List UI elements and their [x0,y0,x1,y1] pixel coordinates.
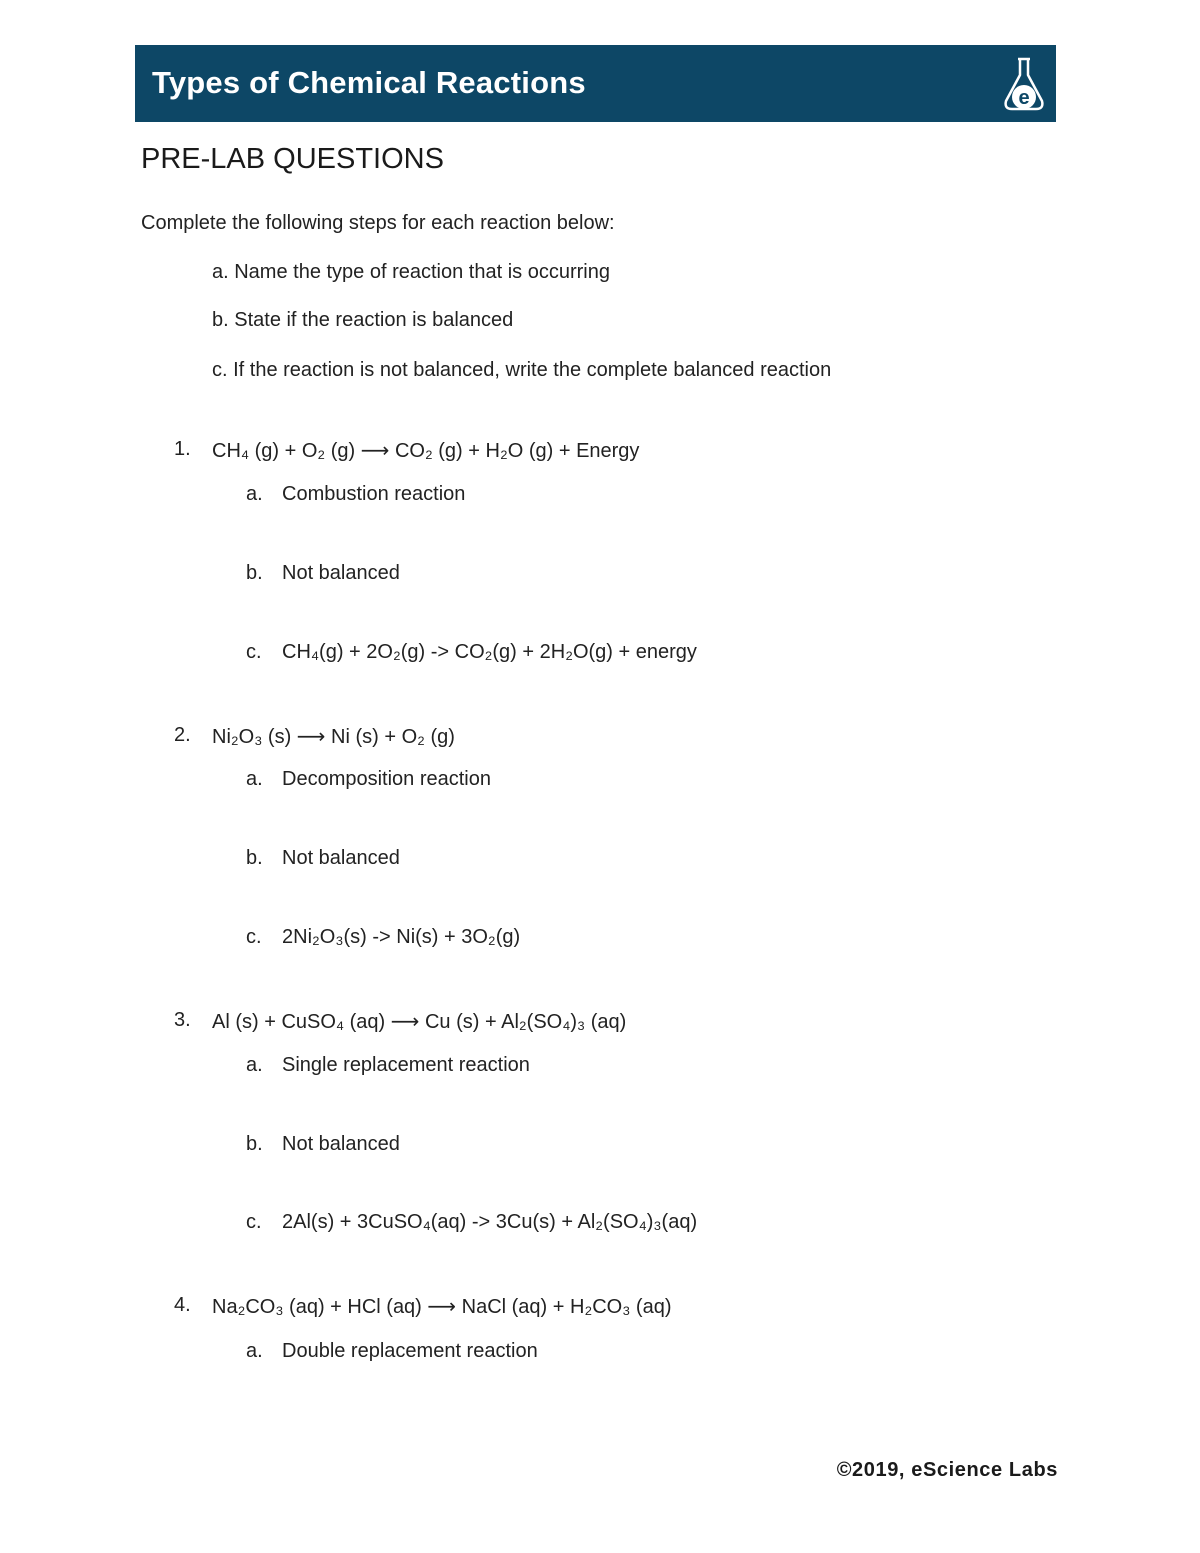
header-bar [135,45,1056,122]
instruction-step: b. State if the reaction is balanced [212,309,514,331]
answer-letter: a. [246,768,263,790]
question-equation: CH₄ (g) + O₂ (g) ⟶ CO₂ (g) + H₂O (g) + Energy [212,440,640,462]
answer-letter: a. [246,483,263,505]
document-title: Types of Chemical Reactions [152,65,586,100]
instruction-step: c. If the reaction is not balanced, write the complete balanced reaction [212,359,832,381]
svg-text:e: e [1018,87,1030,109]
answer-text: Single replacement reaction [282,1054,530,1076]
question-number: 1. [174,438,191,460]
answer-text: Double replacement reaction [282,1340,538,1362]
escience-flask-logo-icon [1000,53,1048,115]
answer-text: Not balanced [282,562,400,584]
answer-letter: a. [246,1054,263,1076]
instructions-intro: Complete the following steps for each reaction below: [141,212,615,234]
question-number: 4. [174,1294,191,1316]
answer-text: Not balanced [282,1133,400,1155]
instruction-step: a. Name the type of reaction that is occurring [212,261,610,283]
answer-letter: b. [246,562,263,584]
answer-text: Combustion reaction [282,483,466,505]
question-equation: Ni₂O₃ (s) ⟶ Ni (s) + O₂ (g) [212,726,455,748]
question-equation: Na₂CO₃ (aq) + HCl (aq) ⟶ NaCl (aq) + H₂CO₃ (aq) [212,1296,672,1318]
answer-text: CH₄(g) + 2O₂(g) -> CO₂(g) + 2H₂O(g) + energy [282,641,697,663]
answer-text: Decomposition reaction [282,768,491,790]
copyright-footer: ©2019, eScience Labs [836,1459,1058,1481]
answer-letter: c. [246,641,262,663]
question-number: 3. [174,1009,191,1031]
answer-letter: a. [246,1340,263,1362]
answer-text: Not balanced [282,847,400,869]
answer-text: 2Al(s) + 3CuSO₄(aq) -> 3Cu(s) + Al₂(SO₄)₃(aq) [282,1211,698,1233]
answer-letter: c. [246,926,262,948]
answer-text: 2Ni₂O₃(s) -> Ni(s) + 3O₂(g) [282,926,521,948]
question-number: 2. [174,724,191,746]
section-title: PRE-LAB QUESTIONS [141,143,444,175]
answer-letter: b. [246,847,263,869]
answer-letter: b. [246,1133,263,1155]
answer-letter: c. [246,1211,262,1233]
question-equation: Al (s) + CuSO₄ (aq) ⟶ Cu (s) + Al₂(SO₄)₃ (aq) [212,1011,627,1033]
